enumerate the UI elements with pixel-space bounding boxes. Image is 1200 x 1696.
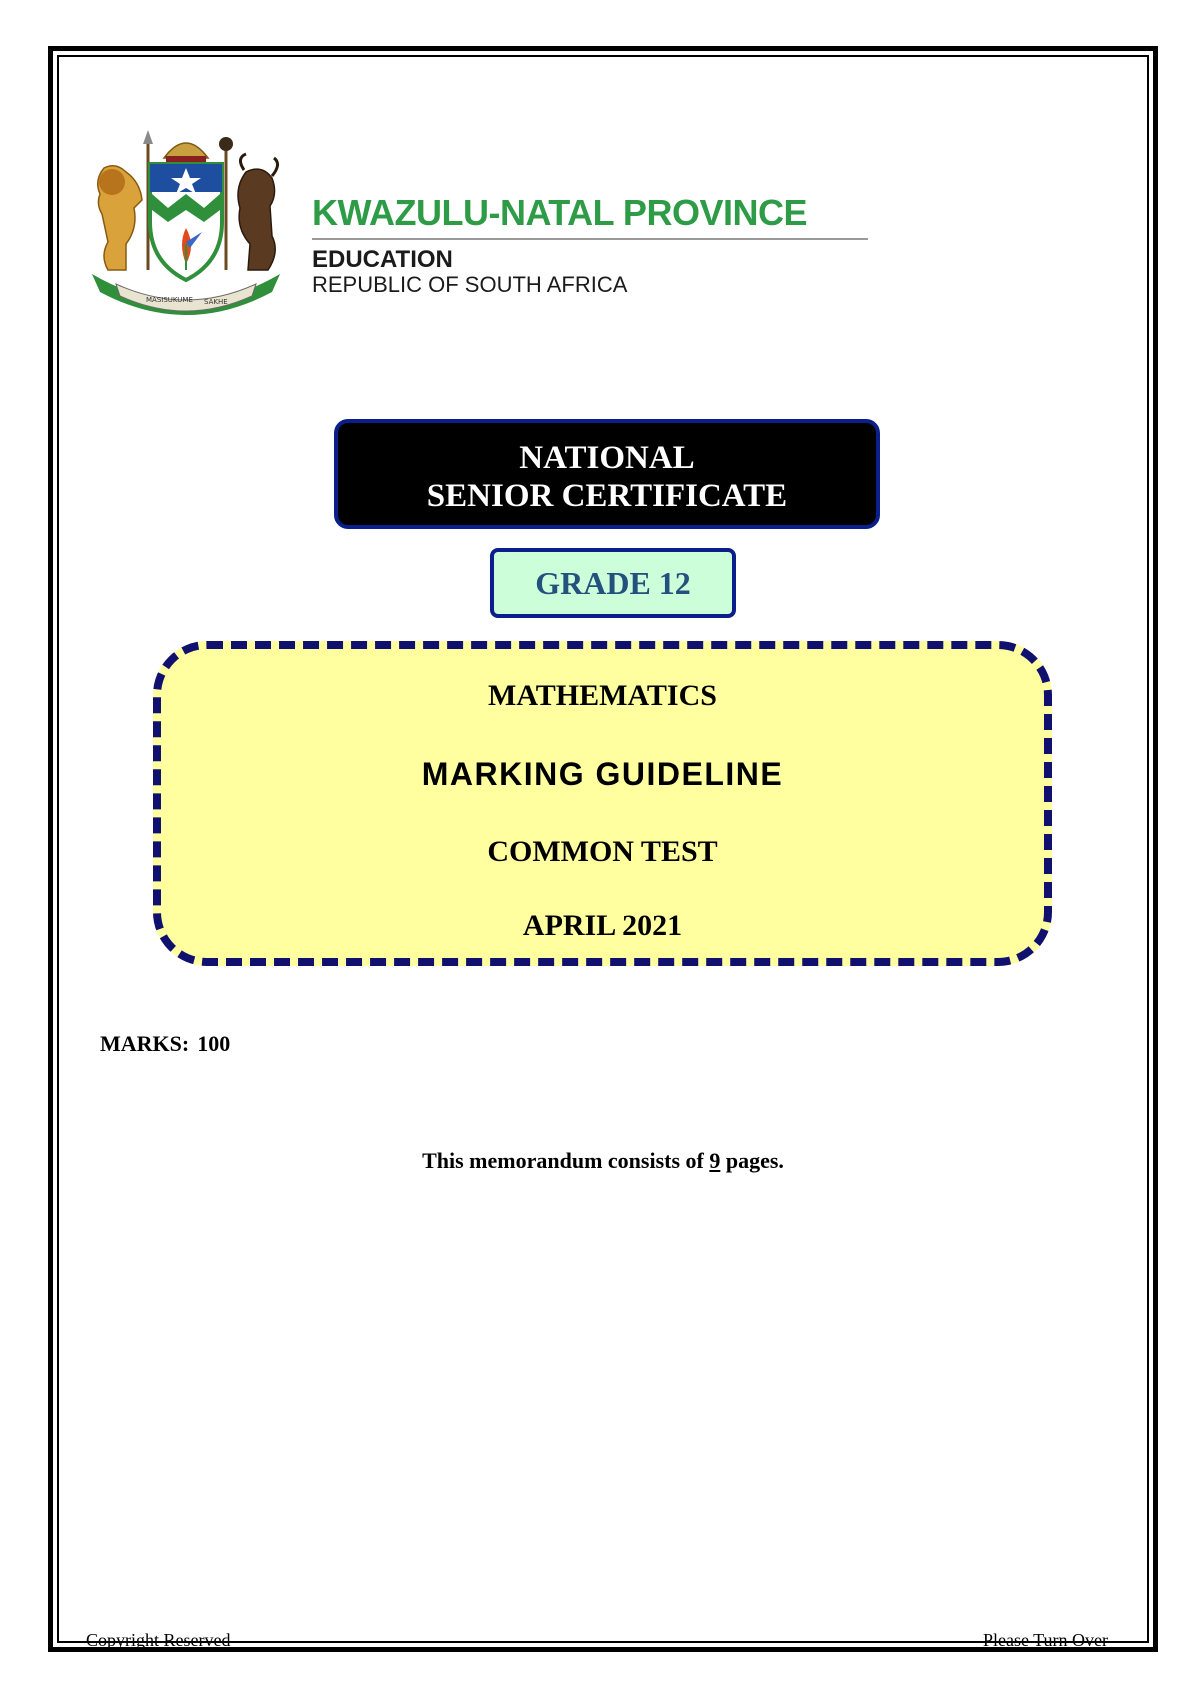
marks-value: 100 <box>197 1031 231 1056</box>
subject-title: MATHEMATICS <box>488 679 717 712</box>
crest-motto-right: SAKHE <box>204 298 228 306</box>
certificate-line-1: NATIONAL <box>519 440 695 476</box>
coat-of-arms-logo <box>86 124 286 320</box>
total-marks <box>100 1031 230 1057</box>
crest-motto-left: MASISUKUME <box>146 296 193 304</box>
page-count-number: 9 <box>709 1148 721 1173</box>
header-divider <box>312 238 868 240</box>
marks-label: MARKS: <box>100 1031 190 1056</box>
document-type: MARKING GUIDELINE <box>421 756 784 792</box>
department-name: EDUCATION <box>312 246 453 273</box>
page-count-note <box>0 1148 1200 1174</box>
province-name: KWAZULU-NATAL PROVINCE <box>312 192 807 233</box>
subject-panel <box>153 641 1052 966</box>
footer-copyright: Copyright Reserved <box>86 1630 231 1650</box>
certificate-banner <box>334 419 880 529</box>
assessment-name: COMMON TEST <box>487 835 718 868</box>
certificate-line-2: SENIOR CERTIFICATE <box>426 478 788 514</box>
page-count-prefix: This memorandum consists of <box>422 1148 710 1173</box>
country-name: REPUBLIC OF SOUTH AFRICA <box>312 272 628 297</box>
grade-badge: GRADE 12 <box>490 548 736 618</box>
page-count-suffix: pages. <box>720 1148 784 1173</box>
footer-turn-over: Please Turn Over <box>983 1630 1108 1650</box>
assessment-date: APRIL 2021 <box>522 909 683 942</box>
